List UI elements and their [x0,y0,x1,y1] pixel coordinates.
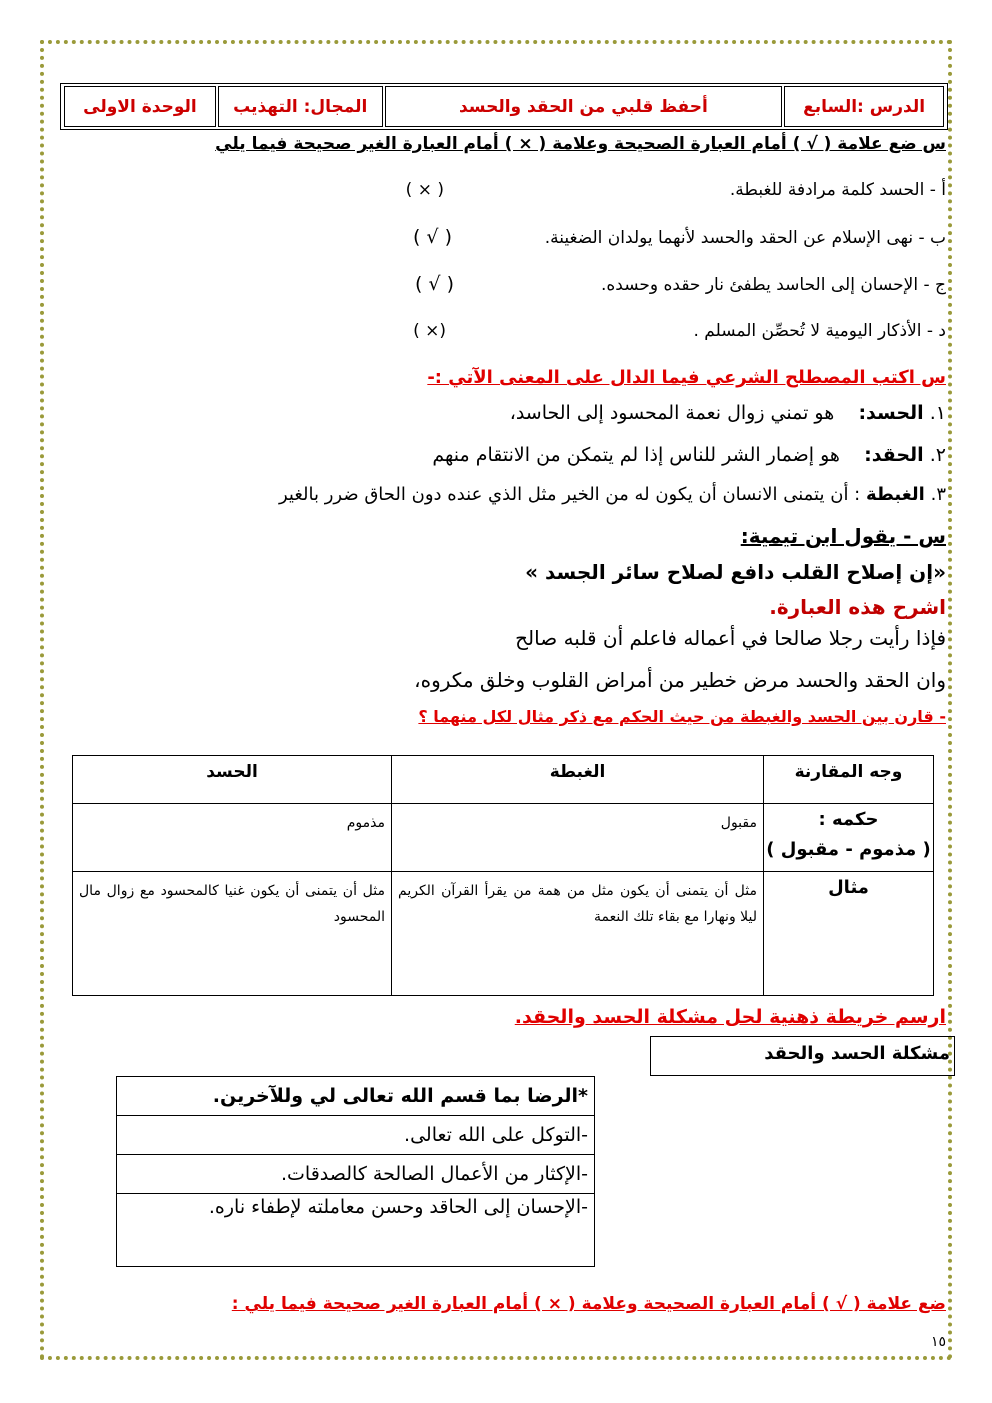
page-number: ١٥ [930,1334,946,1350]
lesson-number: الدرس :السابع [784,86,944,127]
q1-mark-b: ( √ ) [412,226,452,248]
col-header-aspect: وجه المقارنة [764,756,934,804]
q2-item-2-def: هو إضمار الشر للناس إذا لم يتمكن من الانتقام منهم [432,444,840,466]
q1-item-d: د - الأذكار اليومية لا تُحصِّن المسلم . [693,321,946,341]
lesson-header-table [60,83,948,130]
q2-item-1-num: ١. [929,402,946,424]
q3-answer-line1: فإذا رأيت رجلا صالحا في أعماله فاعلم أن قلبه صالح [515,626,946,650]
table-row [73,872,934,996]
q2-item-1 [510,402,946,424]
col-header-hasad: الحسد [73,756,392,804]
q3-quote: «إن إصلاح القلب دافع لصلاح سائر الجسد » [525,560,946,584]
q2-title: س اكتب المصطلح الشرعي فيما الدال على المعنى الآتي :- [427,367,946,388]
q2-item-3 [279,484,946,505]
lesson-field: المجال: التهذيب [218,86,383,127]
ruling-label-cell [764,804,934,872]
q2-item-3-num: ٣. [930,484,946,505]
table-row [73,756,934,804]
col-header-ghibta: الغبطة [392,756,764,804]
example-hasad: مثل أن يتمنى أن يكون غنيا كالمحسود مع زوال مال المحسود [73,872,392,996]
ruling-ghibta: مقبول [392,804,764,872]
q1-item-a: أ - الحسد كلمة مرادفة للغبطة. [729,180,946,200]
q3-instruction: اشرح هذه العبارة. [769,595,946,619]
example-ghibta: مثل أن يتمنى أن يكون مثل من همة من يقرأ القرآن الكريم ليلا ونهارا مع بقاء تلك النعمة [392,872,764,996]
q1-title: س ضع علامة ( √ ) أمام العبارة الصحيحة وعلامة ( × ) أمام العبارة الغير صحيحة فيما يلي [215,134,946,154]
ruling-hasad: مذموم [73,804,392,872]
q1-item-c: ج - الإحسان إلى الحاسد يطفئ نار حقده وحسده. [600,275,946,295]
q1-mark-d: (× ) [413,321,446,341]
table-row [117,1077,595,1116]
q6-title: ضع علامة ( √ ) أمام العبارة الصحيحة وعلامة ( × ) أمام العبارة الغير صحيحة فيما يلي : [231,1294,946,1314]
ruling-label: حكمه : [818,809,879,830]
q1-mark-a: ( × ) [405,180,444,200]
table-row [117,1194,595,1267]
q2-item-2-term: الحقد: [864,444,924,466]
q2-item-1-def: هو تمني زوال نعمة المحسود إلى الحاسد، [509,402,835,424]
lesson-unit: الوحدة الاولى [64,86,216,127]
table-row [117,1116,595,1155]
q2-item-1-term: الحسد: [858,402,924,424]
table-row [73,804,934,872]
mindmap-problem-box: مشكلة الحسد والحقد [650,1036,955,1076]
example-label: مثال [764,872,934,996]
solution-item: -التوكل على الله تعالى. [117,1116,595,1155]
q1-item-b: ب - نهى الإسلام عن الحقد والحسد لأنهما يولدان الضغينة. [544,228,946,248]
q3-answer-line2: وان الحقد والحسد مرض خطير من أمراض القلوب وخلق مكروه، [414,668,946,692]
q2-item-2 [432,444,946,466]
q1-mark-c: ( √ ) [414,273,454,295]
ruling-hint: ( مذموم - مقبول ) [766,839,931,860]
solution-item: -الإحسان إلى الحاقد وحسن معاملته لإطفاء ناره. [117,1194,595,1267]
lesson-title: أحفظ قلبي من الحقد والحسد [385,86,783,127]
q2-item-3-term: الغبطة [865,484,925,505]
q3-title: س - يقول ابن تيمية: [740,524,946,548]
solution-item: *الرضا بما قسم الله تعالى لي وللآخرين. [117,1077,595,1116]
q2-item-3-def: : أن يتمنى الانسان أن يكون له من الخير مثل الذي عنده دون الحاق ضرر بالغير [278,484,861,505]
q4-title: - قارن بين الحسد والغبطة من حيث الحكم مع ذكر مثال لكل منهما ؟ [418,707,946,726]
table-row [117,1155,595,1194]
comparison-table [72,755,934,996]
solution-item: -الإكثار من الأعمال الصالحة كالصدقات. [117,1155,595,1194]
solutions-table [116,1076,595,1267]
q5-title: ارسم خريطة ذهنية لحل مشكلة الحسد والحقد. [514,1006,946,1028]
q2-item-2-num: ٢. [929,444,946,466]
